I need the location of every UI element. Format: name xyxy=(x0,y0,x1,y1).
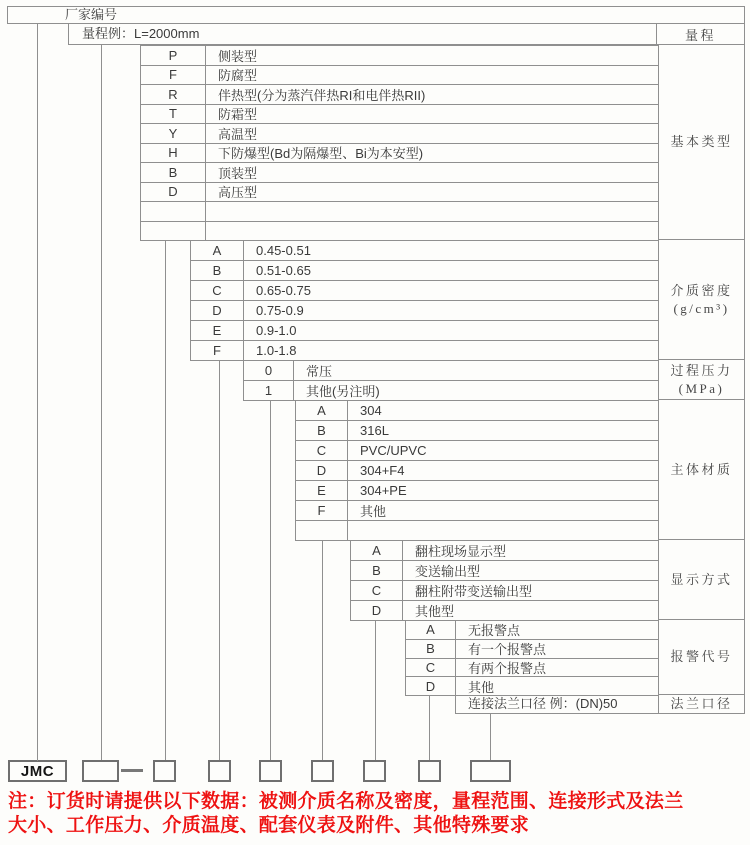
desc-cell: 翻柱附带变送输出型 xyxy=(415,584,533,599)
factory-code-label: 厂家编号 xyxy=(65,7,118,22)
code-cell: 0 xyxy=(244,361,294,380)
desc-cell: 1.0-1.8 xyxy=(256,343,297,358)
medium-density-row xyxy=(191,321,658,341)
code-cell xyxy=(296,521,348,540)
order-note xyxy=(8,790,749,838)
body-material-row xyxy=(296,461,658,481)
basic-type-row xyxy=(141,222,658,242)
desc-cell: 无报警点 xyxy=(468,623,521,639)
flange-row xyxy=(455,695,658,714)
alarm-code-row xyxy=(406,640,658,659)
medium-density-row xyxy=(191,261,658,281)
process-pressure-row xyxy=(244,361,658,381)
section-alarm-code xyxy=(405,620,658,696)
order-note-line1: 注：订货时请提供以下数据：被测介质名称及密度，量程范围、连接形式及法兰 xyxy=(8,791,684,812)
desc-cell: 有两个报警点 xyxy=(468,660,547,676)
body-material-row xyxy=(296,521,658,541)
category-label-line: 主体材质 xyxy=(670,461,733,477)
desc-cell: 304+PE xyxy=(360,483,407,498)
section-medium-density xyxy=(190,240,658,361)
code-cell: C xyxy=(191,281,244,300)
code-cell: D xyxy=(296,461,348,480)
basic-type-row xyxy=(141,124,658,144)
category-label-flange xyxy=(658,695,745,714)
code-cell: C xyxy=(351,581,403,600)
code-cell: F xyxy=(141,66,206,85)
code-cell: B xyxy=(141,163,206,182)
category-label-line: 报警代号 xyxy=(670,649,733,664)
code-cell: D xyxy=(351,601,403,620)
connector-line xyxy=(322,540,323,761)
code-cell: B xyxy=(406,640,456,658)
range-example-text: 量程例：L=2000mm xyxy=(82,26,200,41)
model-prefix-box: JMC xyxy=(8,760,67,782)
desc-cell: 下防爆型(Bd为隔爆型、Bi为本安型) xyxy=(218,146,424,162)
category-label-medium-density xyxy=(658,240,745,360)
factory-code-row xyxy=(7,6,745,24)
code-cell: B xyxy=(296,421,348,440)
density-code-box xyxy=(208,760,231,782)
category-label-process-pressure xyxy=(658,360,745,400)
table-right-border xyxy=(744,23,745,714)
code-cell: D xyxy=(141,183,206,202)
basic-type-row xyxy=(141,105,658,125)
code-cell: A xyxy=(406,621,456,639)
code-cell xyxy=(141,202,206,221)
desc-cell: 304+F4 xyxy=(360,463,405,478)
display-mode-row xyxy=(351,541,658,561)
alarm-code-row xyxy=(406,659,658,678)
connector-line xyxy=(429,695,430,761)
desc-cell: 高压型 xyxy=(218,185,258,201)
display-mode-row xyxy=(351,561,658,581)
desc-cell xyxy=(206,222,658,241)
body-material-row xyxy=(296,401,658,421)
process-pressure-row xyxy=(244,381,658,401)
flange-text: 连接法兰口径 例：(DN)50 xyxy=(468,696,618,711)
code-cell: A xyxy=(351,541,403,560)
desc-cell: 翻柱现场显示型 xyxy=(415,544,507,559)
category-label-line: (g/cm³) xyxy=(673,300,730,316)
basic-type-row xyxy=(141,202,658,222)
code-cell: A xyxy=(296,401,348,420)
code-cell: R xyxy=(141,85,206,104)
medium-density-row xyxy=(191,281,658,301)
basic-type-row xyxy=(141,144,658,164)
category-label-line: 介质密度 xyxy=(670,282,733,298)
code-cell: C xyxy=(296,441,348,460)
category-label-basic-type xyxy=(658,45,745,240)
code-cell: E xyxy=(296,481,348,500)
alarm-code-row xyxy=(406,677,658,696)
basic-type-row xyxy=(141,46,658,66)
code-cell: B xyxy=(191,261,244,280)
section-display-mode xyxy=(350,540,658,621)
desc-cell xyxy=(348,521,658,540)
display-mode-row xyxy=(351,581,658,601)
basic-type-row xyxy=(141,66,658,86)
code-cell: D xyxy=(191,301,244,320)
basic-type-row xyxy=(141,183,658,203)
body-material-row xyxy=(296,421,658,441)
section-body-material xyxy=(295,400,658,541)
desc-cell: PVC/UPVC xyxy=(360,443,427,458)
desc-cell: 顶装型 xyxy=(218,165,258,181)
section-process-pressure xyxy=(243,360,658,401)
desc-cell: 0.45-0.51 xyxy=(256,243,311,258)
connector-line xyxy=(375,620,376,761)
code-cell: C xyxy=(406,659,456,677)
connector-line xyxy=(101,44,102,761)
pressure-code-box xyxy=(259,760,282,782)
desc-cell: 侧装型 xyxy=(218,48,258,64)
section-basic-type xyxy=(140,45,658,241)
body-material-row xyxy=(296,441,658,461)
connector-line xyxy=(165,240,166,761)
desc-cell: 其他 xyxy=(360,504,387,519)
alarm-code-row xyxy=(406,621,658,640)
code-cell: F xyxy=(191,341,244,360)
category-label-line: 基本类型 xyxy=(670,134,733,149)
desc-cell: 0.75-0.9 xyxy=(256,303,304,318)
category-label-line: 显示方式 xyxy=(670,571,733,587)
basic-type-row xyxy=(141,163,658,183)
category-label-display-mode xyxy=(658,540,745,620)
range-row xyxy=(68,23,745,45)
code-cell: P xyxy=(141,46,206,65)
desc-cell: 0.9-1.0 xyxy=(256,323,297,338)
connector-line xyxy=(270,400,271,761)
category-label-line: 法兰口径 xyxy=(670,696,733,711)
code-cell: D xyxy=(406,677,456,695)
desc-cell: 304 xyxy=(360,403,382,418)
connector-line xyxy=(490,714,491,761)
category-label-body-material xyxy=(658,400,745,540)
code-cell: H xyxy=(141,144,206,163)
connector-line xyxy=(37,23,38,761)
desc-cell: 316L xyxy=(360,423,389,438)
medium-density-row xyxy=(191,241,658,261)
desc-cell: 其他型 xyxy=(415,604,455,619)
category-label-line: (MPa) xyxy=(678,380,725,396)
desc-cell: 0.65-0.75 xyxy=(256,283,311,298)
desc-cell: 其他 xyxy=(468,679,495,695)
code-cell: T xyxy=(141,105,206,124)
alarm-code-box xyxy=(418,760,441,782)
desc-cell xyxy=(206,202,658,221)
desc-cell: 常压 xyxy=(306,364,333,379)
material-code-box xyxy=(311,760,334,782)
code-cell: B xyxy=(351,561,403,580)
basic-type-code-box xyxy=(153,760,176,782)
order-note-line2: 大小、工作压力、介质温度、配套仪表及附件、其他特殊要求 xyxy=(8,815,530,836)
category-label-line: 过程压力 xyxy=(670,362,733,378)
display-mode-row xyxy=(351,601,658,621)
desc-cell: 高温型 xyxy=(218,126,258,142)
medium-density-row xyxy=(191,341,658,361)
display-code-box xyxy=(363,760,386,782)
category-label-alarm-code xyxy=(658,620,745,695)
body-material-row xyxy=(296,481,658,501)
range-code-box xyxy=(82,760,119,782)
desc-cell: 防腐型 xyxy=(218,68,258,84)
code-cell: 1 xyxy=(244,381,294,400)
medium-density-row xyxy=(191,301,658,321)
model-dash xyxy=(121,769,143,772)
code-cell: E xyxy=(191,321,244,340)
code-cell xyxy=(141,222,206,241)
label-column-left-border xyxy=(658,45,659,714)
code-cell: A xyxy=(191,241,244,260)
body-material-row xyxy=(296,501,658,521)
desc-cell: 其他(另注明) xyxy=(306,384,380,399)
desc-cell: 0.51-0.65 xyxy=(256,263,311,278)
basic-type-row xyxy=(141,85,658,105)
code-cell: F xyxy=(296,501,348,520)
code-cell: Y xyxy=(141,124,206,143)
flange-code-box xyxy=(470,760,511,782)
category-label-range: 量程 xyxy=(656,24,744,44)
desc-cell: 有一个报警点 xyxy=(468,642,547,658)
desc-cell: 防霜型 xyxy=(218,107,258,123)
desc-cell: 变送输出型 xyxy=(415,564,481,579)
connector-line xyxy=(219,360,220,761)
desc-cell: 伴热型(分为蒸汽伴热RI和电伴热RII) xyxy=(218,87,426,103)
